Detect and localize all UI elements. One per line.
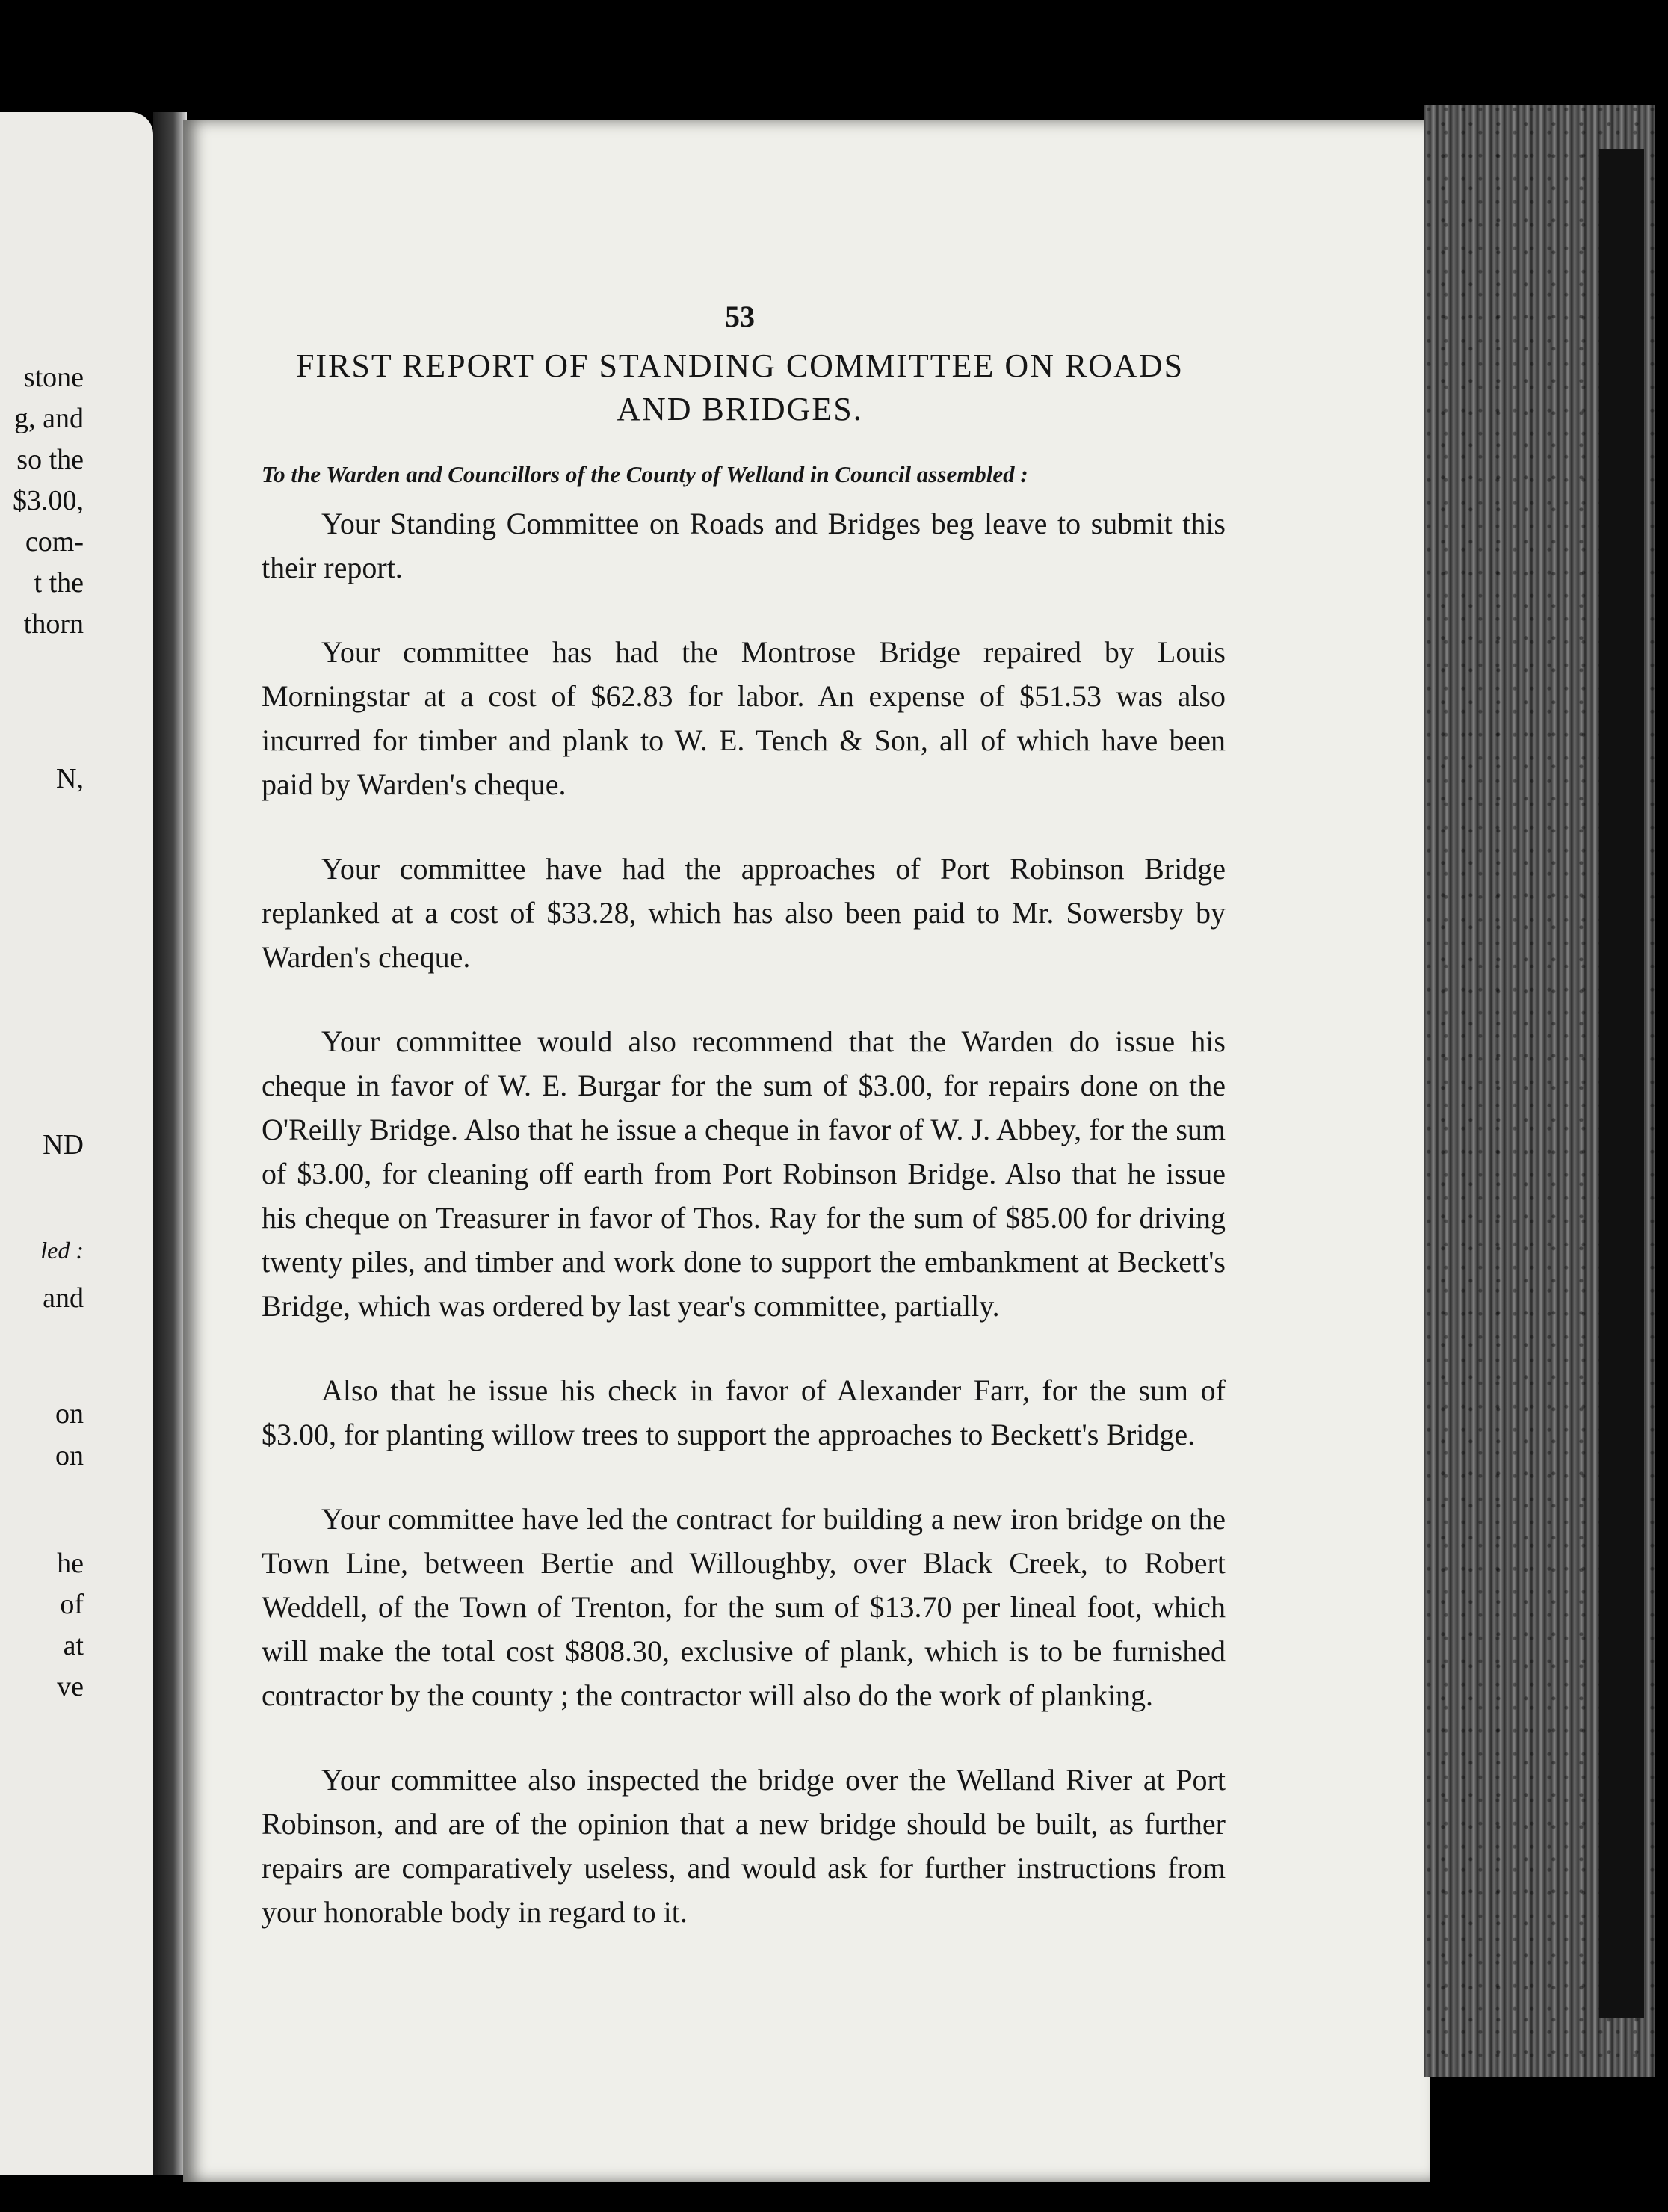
page-number: 53 — [725, 300, 755, 333]
report-title — [254, 345, 1226, 431]
left-page-fragment: t the — [34, 567, 84, 599]
left-page-fragment: on — [55, 1440, 84, 1471]
left-page-fragment: led : — [40, 1237, 84, 1264]
paragraph: Your Standing Committee on Roads and Bridges beg leave to submit this their report. — [262, 507, 1226, 584]
page-content — [254, 299, 1226, 1974]
report-title-line-2: AND BRIDGES. — [617, 391, 863, 427]
left-page-fragment: so the — [16, 444, 84, 475]
left-page-fragment: ve — [57, 1671, 84, 1702]
paragraph: Also that he issue his check in favor of Alexander Farr, for the sum of $3.00, for planting willow trees to support the approaches to Beckett's Bridge. — [262, 1374, 1226, 1451]
left-page-fragment: stone — [23, 362, 84, 393]
book-gutter — [153, 112, 187, 2175]
left-page-fragment: on — [55, 1398, 84, 1430]
paragraph: Your committee would also recommend that the Warden do issue his cheque in favor of W. E. Burgar for the sum of $3.00, for repairs done on the O'Reilly Bridge. Also that he issue a cheque in favor of W. J. Abbey, for the sum of $3.00, for cleaning off earth from Port Robinson Bridge. Also that he issue his cheque on Treasurer in favor of Thos. Ray for the sum of $85.00 for driving twenty piles, and timber and work done to support the embankment at Beckett's Bridge, which was ordered by last year's committee, partially. — [262, 1025, 1226, 1323]
previous-page — [0, 112, 153, 2175]
left-page-fragment: at — [63, 1630, 84, 1661]
left-page-fragment: and — [43, 1282, 84, 1314]
left-page-fragment: of — [60, 1589, 84, 1620]
left-page-fragment: g, and — [14, 403, 84, 434]
page-edges-shadow — [1599, 149, 1644, 2018]
salutation: To the Warden and Councillors of the County of Welland in Council assembled : — [262, 461, 1028, 487]
paragraph: Your committee have had the approaches of Port Robinson Bridge replanked at a cost of $33.28, which has also been paid to Mr. Sowersby by Warden's cheque. — [262, 852, 1226, 974]
paragraph: Your committee also inspected the bridge over the Welland River at Port Robinson, and are of the opinion that a new bridge should be built, as further repairs are comparatively useless, and would ask for further instructions from your honorable body in regard to it. — [262, 1763, 1226, 1929]
report-title-line-1: FIRST REPORT OF STANDING COMMITTEE ON ROADS — [295, 347, 1184, 384]
left-page-fragment: com- — [25, 526, 84, 557]
left-page-fragment: N, — [56, 763, 84, 794]
left-page-fragment: $3.00, — [13, 485, 84, 516]
left-page-fragment: ND — [43, 1129, 84, 1161]
left-page-fragment: thorn — [23, 608, 84, 640]
left-page-fragment: he — [57, 1548, 84, 1579]
paragraph: Your committee have led the contract for building a new iron bridge on the Town Line, between Bertie and Willoughby, over Black Creek, to Robert Weddell, of the Town of Trenton, for the sum of $13.70 per lineal foot, which will make the total cost $808.30, exclusive of plank, which is to be furnished contractor by the county ; the contractor will also do the work of planking. — [262, 1502, 1226, 1712]
paragraph: Your committee has had the Montrose Bridge repaired by Louis Morningstar at a cost of $62.83 for labor. An expense of $51.53 was also incurred for timber and plank to W. E. Tench & Son, all of which have been paid by Warden's cheque. — [262, 635, 1226, 801]
